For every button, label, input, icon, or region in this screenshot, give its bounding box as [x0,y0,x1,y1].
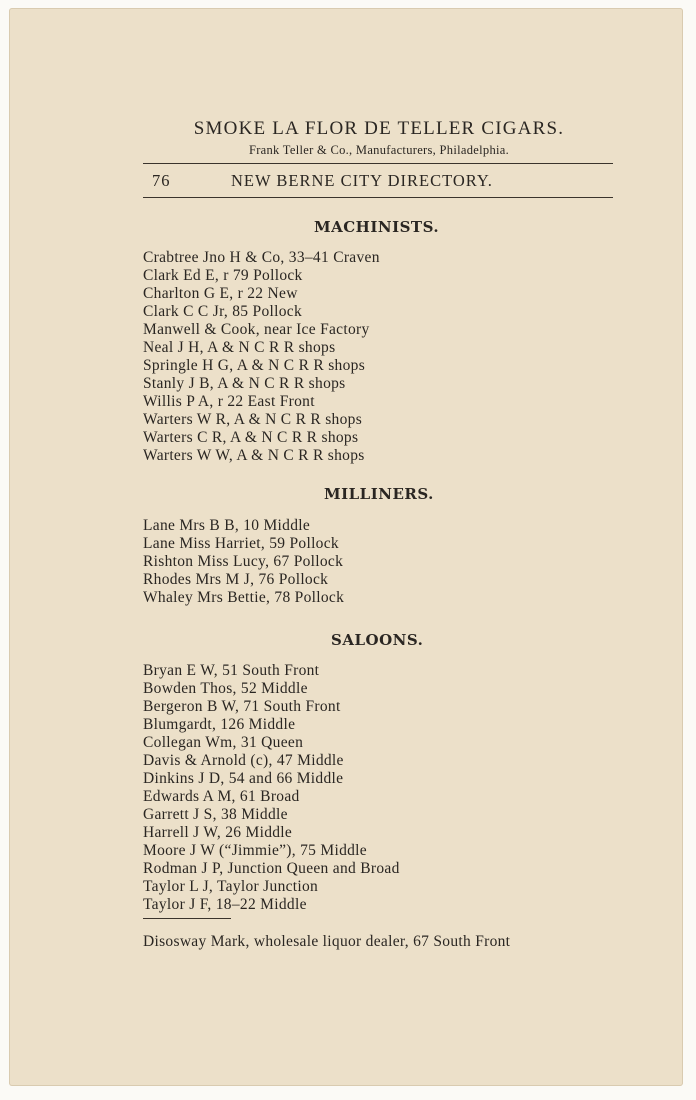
list-item: Warters C R, A & N C R R shops [143,429,359,446]
list-item: Warters W W, A & N C R R shops [143,447,365,464]
list-item: Charlton G E, r 22 New [143,285,298,302]
list-item: Bergeron B W, 71 South Front [143,698,341,715]
running-title: NEW BERNE CITY DIRECTORY. [231,171,493,190]
header-rule-top [143,163,613,164]
section-title-machinists: MACHINISTS. [314,218,440,236]
list-item: Garrett J S, 38 Middle [143,806,288,823]
list-item: Rhodes Mrs M J, 76 Pollock [143,571,329,588]
list-item: Moore J W (“Jimmie”), 75 Middle [143,842,367,859]
directory-page [9,8,683,1086]
list-item: Collegan Wm, 31 Queen [143,734,304,751]
list-item: Bowden Thos, 52 Middle [143,680,308,697]
list-item: Clark C C Jr, 85 Pollock [143,303,302,320]
list-item: Clark Ed E, r 79 Pollock [143,267,303,284]
list-item: Harrell J W, 26 Middle [143,824,293,841]
list-item: Taylor J F, 18–22 Middle [143,896,307,913]
list-item: Lane Mrs B B, 10 Middle [143,517,311,534]
list-item: Springle H G, A & N C R R shops [143,357,366,374]
list-item: Taylor L J, Taylor Junction [143,878,319,895]
header-rule-bottom [143,197,613,198]
list-item: Edwards A M, 61 Broad [143,788,300,805]
list-item: Stanly J B, A & N C R R shops [143,375,346,392]
list-item: Dinkins J D, 54 and 66 Middle [143,770,344,787]
footer-entry: Disosway Mark, wholesale liquor dealer, 67 South Front [143,933,511,950]
machinists-list [143,249,380,465]
list-item: Bryan E W, 51 South Front [143,662,320,679]
list-item: Warters W R, A & N C R R shops [143,411,363,428]
section-title-saloons: SALOONS. [331,631,424,649]
list-item: Rishton Miss Lucy, 67 Pollock [143,553,344,570]
page-number: 76 [152,171,171,190]
list-item: Willis P A, r 22 East Front [143,393,315,410]
footer-divider [143,918,231,919]
list-item: Manwell & Cook, near Ice Factory [143,321,370,338]
advertisement-subline: Frank Teller & Co., Manufacturers, Philadelphia. [248,143,510,157]
list-item: Crabtree Jno H & Co, 33–41 Craven [143,249,380,266]
advertisement-headline: SMOKE LA FLOR DE TELLER CIGARS. [193,118,565,139]
list-item: Davis & Arnold (c), 47 Middle [143,752,344,769]
list-item: Blumgardt, 126 Middle [143,716,296,733]
list-item: Rodman J P, Junction Queen and Broad [143,860,400,877]
list-item: Whaley Mrs Bettie, 78 Pollock [143,589,345,606]
saloons-list [143,662,400,914]
milliners-list [143,517,344,607]
list-item: Lane Miss Harriet, 59 Pollock [143,535,339,552]
section-title-milliners: MILLINERS. [324,485,434,503]
list-item: Neal J H, A & N C R R shops [143,339,336,356]
